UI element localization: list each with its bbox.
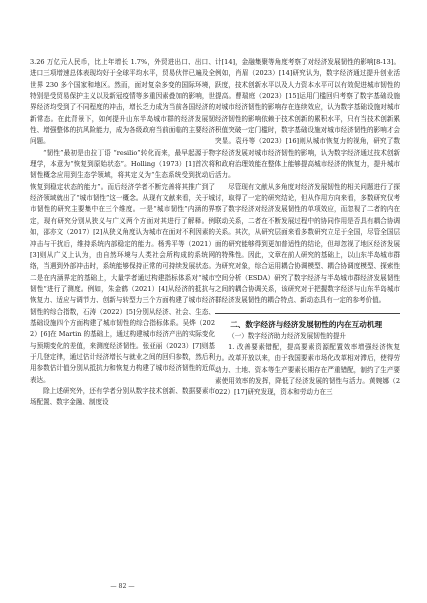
left-paragraph-3: 除上述研究外，还有学者分别从数字技术创新、数据要素市场配置、数字金融、制度设 <box>30 386 215 407</box>
right-paragraph-1: 计[14]，金融集聚等角度考察了对经济发展韧性的影响[8-13]。例如，肖眉（2023）[14]研究认为，数字经济通过提升创业活跃度，技术创新水平以及人力资本水平可以有效促进城市韧性的提高。曹瑞庭（2023）[15]运用门槛回归考察了数字基础设施对城市经济韧性的影响存在连续效应，认为数字基础设施对城市经济韧性的影响依赖于技术创新的累积水平，只有当技术创新累积值突破一定门槛时，数字基础设施对城市经济韧性的影响才会突显。袁丹等（2023）[16]则从城市恢复力的视角，研究了数字经济发展对城市经济韧性的影响，认为数字经济通过技术创新和政府治理效能在整体上能够提高城市经济的恢复力，提升城市活力。 <box>215 58 400 180</box>
subsection-heading: （一）数字经济助力经济发展韧性的提升 <box>228 331 346 340</box>
right-column <box>215 57 400 399</box>
section-heading: 二、数字经济与经济发展韧性的内在互动机理 <box>230 319 383 329</box>
right-paragraph-2: 尽管现有文献从多角度对经济发展韧性的相关问题进行了探讨，取得了一定的研究结论，但从作用方向来看，多数研究仅考察了数字经济对经济发展韧性的单项效应，而忽视了二者的内在联动关系，二者在不断发展过程中的协同作用是否具有耦合协调关系。其次，从研究层面来看多数研究立足于全国，尽管全国层面的研究能够得到更加普适性的结论，但却忽视了地区经济发展的特殊性。因此，文章在前人研究的基础上，以山东半岛城市群为研究对象，综合运用耦合协调模型、耦合协调度模型、探索性空间分析（ESDA）研究了数字经济与半岛城市群经济发展韧性之间的耦合协调关系，该研究对于把握数字经济与山东半岛城市群经济发展韧性的耦合特点、新动态具有一定的参考价值。 <box>215 182 400 305</box>
section-divider <box>215 313 400 314</box>
left-column <box>30 57 215 409</box>
right-paragraph-3: 1. 改善要素错配，提高要素资源配置效率增强经济恢复力。改革开放以来，由于我国要素市场化改革相对滞后，使得劳动力、土地、资本等生产要素长期存在严重错配，制约了生产要素使用效率的发挥，降低了经济发展的韧性与活力。黄婉娜（2022）[17]研究发现，资本和劳动力在三 <box>215 342 400 397</box>
left-paragraph-1: 3.26 万亿元人民币，比上年增长 1.7%，外贸进出口、出口、进口三项增速总体表现均好于全球平均水平，贸易伙伴已遍及全世界 230 多个国家和地区。然而，面对复杂多变的国际环境，特别是受贸易保护主义以及新冠疫情等多重因素叠加的影响，世界经济均受到了不同程度的冲击，增长乏力成为当前各国经济的新常态。在此背景下，如何提升山东半岛城市群的经济发展韧性、增强整体的抗风险能力，成为各级政府当前面临的主要经济问题。 <box>30 58 215 146</box>
left-paragraph-2: “韧性”最初是由拉丁语 “resilio”转化而来，最早起源于物理学，本意为“恢复到原始状态”。Holling（1973）[1]首次将韧性概念应用到生态学领域，将其定义为“生态系统受到扰动后恢复到稳定状态的能力”。而后经济学者不断完善将其推广到了经济领域就出了“城市韧性”这一概念。从现有文献来看，关于城市韧性的研究主要集中在三个维度。一是“城市韧性”内涵的界定，现有研究分别从狭义与广义两个方面对其进行了解释。例如，邵亦文（2017）[2]从狭义角度认为城市在面对不利因素的冲击与干扰后，维持系统内部稳定的能力。杨秀平等（2021）[3]则从广义上认为，由自然环境与人类社会所构成的系统网络，当遇到外部冲击时，系统能够保持正常的可持续发展状态。二是在内涵界定的基础上，大量学者通过构建指标体系对“城市韧性”进行了测度。例如，朱金鹤（2021）[4]从经济的抵抗与恢复力、适应与调节力、创新与转型力三个方面构建了城市经济韧性的综合指数，石涛（2022）[5]分别从经济、社会、生态、基础设施四个方面构建了城市韧性的综合指标体系。吴烨（2022）[6]在 Martin 的基础上，通过构建城市经济产出的实际变化与预期变化的差值，来测度经济韧性。张亚丽（2023）[7]则基于几登定律，通过估计经济增长与就业之间的回归参数，然后利用参数估计值分别从抵抗力和恢复力构建了城市经济韧性的近似表达。 <box>30 148 215 384</box>
page-number: — 82 — <box>110 583 135 590</box>
